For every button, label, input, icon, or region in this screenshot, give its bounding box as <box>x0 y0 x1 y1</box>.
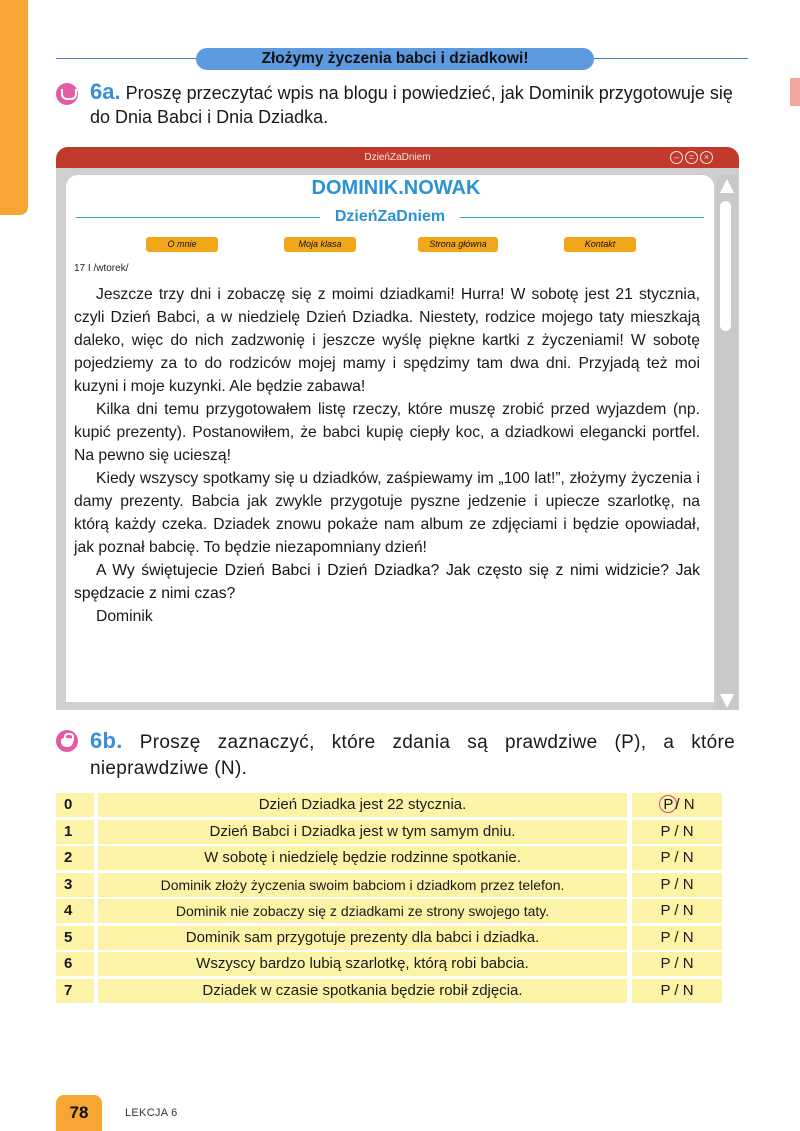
page-edge-mark <box>790 78 800 106</box>
statement-text: Dominik nie zobaczy się z dziadkami ze strony swojego taty. <box>98 899 627 923</box>
task-6a-text: Proszę przeczytać wpis na blogu i powiedzieć, jak Dominik przygotowuje się do Dnia Babci i Dnia Dziadka. <box>90 83 733 127</box>
task-6a-number: 6a. <box>90 79 121 104</box>
blog-subtitle: DzieńZaDniem <box>320 207 460 227</box>
reading-icon <box>56 83 78 105</box>
task-6b-text: Proszę zaznaczyć, które zdania są prawdziwe (P), a które nieprawdziwe (N). <box>90 732 735 779</box>
statement-text: Dzień Babci i Dziadka jest w tym samym dniu. <box>98 820 627 844</box>
answer-choice[interactable]: P / N <box>632 846 722 870</box>
page-edge-tab <box>0 0 28 215</box>
row-number: 1 <box>56 820 94 844</box>
page-number: 78 <box>56 1095 102 1131</box>
row-number: 6 <box>56 952 94 976</box>
task-6b-number: 6b. <box>90 728 123 753</box>
row-number: 7 <box>56 979 94 1003</box>
nav-button-about[interactable]: O mnie <box>146 237 218 252</box>
answer-choice[interactable]: P / N <box>632 979 722 1003</box>
answer-choice[interactable]: P / N <box>632 820 722 844</box>
answer-choice[interactable]: P / N <box>632 873 722 897</box>
row-number: 2 <box>56 846 94 870</box>
post-paragraph: Kilka dni temu przygotowałem listę rzeczy, które muszę zrobić przed wyjazdem (np. kupić prezenty). Postanowiłem, że babci kupię ciepły koc, a dziadkowi elegancki portfel. Na pewno się ucieszą! <box>74 401 700 464</box>
answer-choice[interactable]: P / N <box>632 899 722 923</box>
scrollbar[interactable] <box>716 175 738 710</box>
task-6a-instruction <box>90 80 740 129</box>
statement-text: Dominik sam przygotuje prezenty dla babci i dziadka. <box>98 926 627 950</box>
table-row <box>56 846 722 870</box>
scroll-down-arrow-icon[interactable] <box>720 694 734 708</box>
statement-text: W sobotę i niedzielę będzie rodzinne spotkanie. <box>98 846 627 870</box>
answer-choice[interactable]: P / N <box>632 926 722 950</box>
minimize-icon[interactable]: – <box>670 151 683 164</box>
nav-button-class[interactable]: Moja klasa <box>284 237 356 252</box>
browser-title: DzieńZaDniem <box>364 152 431 163</box>
post-paragraph: Kiedy wszyscy spotkamy się u dziadków, zaśpiewamy im „100 lat!”, złożymy życzenia i damy prezenty. Babcia jak zwykle przygotuje pyszne jedzenie i upiecze szarlotkę, na którą każdy czeka. Dziadek znowu pokaże nam album ze zdjęciami i będzie opowiadał, jak poznał babcię. To będzie niezapomniany dzień! <box>74 470 700 556</box>
lesson-label: LEKCJA 6 <box>125 1107 178 1119</box>
table-row <box>56 952 722 976</box>
blog-name: DOMINIK.NOWAK <box>311 177 481 199</box>
table-row <box>56 873 722 897</box>
table-row <box>56 926 722 950</box>
nav-button-contact[interactable]: Kontakt <box>564 237 636 252</box>
post-paragraph: A Wy świętujecie Dzień Babci i Dzień Dziadka? Jak często się z nimi widzicie? Jak spędzacie z nimi czas? <box>74 562 700 602</box>
row-number: 3 <box>56 873 94 897</box>
row-number: 0 <box>56 793 94 817</box>
table-row <box>56 979 722 1003</box>
browser-window <box>56 147 739 710</box>
statement-text: Wszyscy bardzo lubią szarlotkę, którą robi babcia. <box>98 952 627 976</box>
post-date: 17 I /wtorek/ <box>74 263 129 274</box>
table-row <box>56 899 722 923</box>
answer-rest: / N <box>675 796 695 813</box>
post-body <box>74 283 700 628</box>
scrollbar-thumb[interactable] <box>720 201 731 331</box>
row-number: 4 <box>56 899 94 923</box>
close-icon[interactable]: × <box>700 151 713 164</box>
post-signature: Dominik <box>96 608 153 625</box>
table-row <box>56 820 722 844</box>
statement-text: Dominik złoży życzenia swoim babciom i dziadkom przez telefon. <box>98 873 627 897</box>
circled-answer-p: P <box>659 795 677 813</box>
statement-text: Dzień Dziadka jest 22 stycznia. <box>98 793 627 817</box>
statement-text: Dziadek w czasie spotkania będzie robił zdjęcia. <box>98 979 627 1003</box>
section-title: Złożymy życzenia babci i dziadkowi! <box>196 48 594 70</box>
task-6b-instruction <box>90 728 735 782</box>
table-row <box>56 793 722 817</box>
post-paragraph: Jeszcze trzy dni i zobaczę się z moimi dziadkami! Hurra! W sobotę jest 21 stycznia, czyli Dzień Babci, a w niedzielę Dzień Dziadka. Niestety, rodzice mojego taty mieszkają daleko, więc do nich zadzwonię i jeszcze wyślę piękne kartki z życzeniami! W sobotę pojedziemy za to do rodziców mojej mamy i spędzimy tam dwa dni. Przyjadą też moi kuzyni i moje kuzynki. Ale będzie zabawa! <box>74 286 700 395</box>
answer-choice[interactable] <box>632 793 722 817</box>
browser-content <box>66 175 714 702</box>
row-number: 5 <box>56 926 94 950</box>
scroll-up-arrow-icon[interactable] <box>720 179 734 193</box>
maximize-icon[interactable]: = <box>685 151 698 164</box>
answer-choice[interactable]: P / N <box>632 952 722 976</box>
write-icon <box>56 730 78 752</box>
nav-button-home[interactable]: Strona główna <box>418 237 498 252</box>
